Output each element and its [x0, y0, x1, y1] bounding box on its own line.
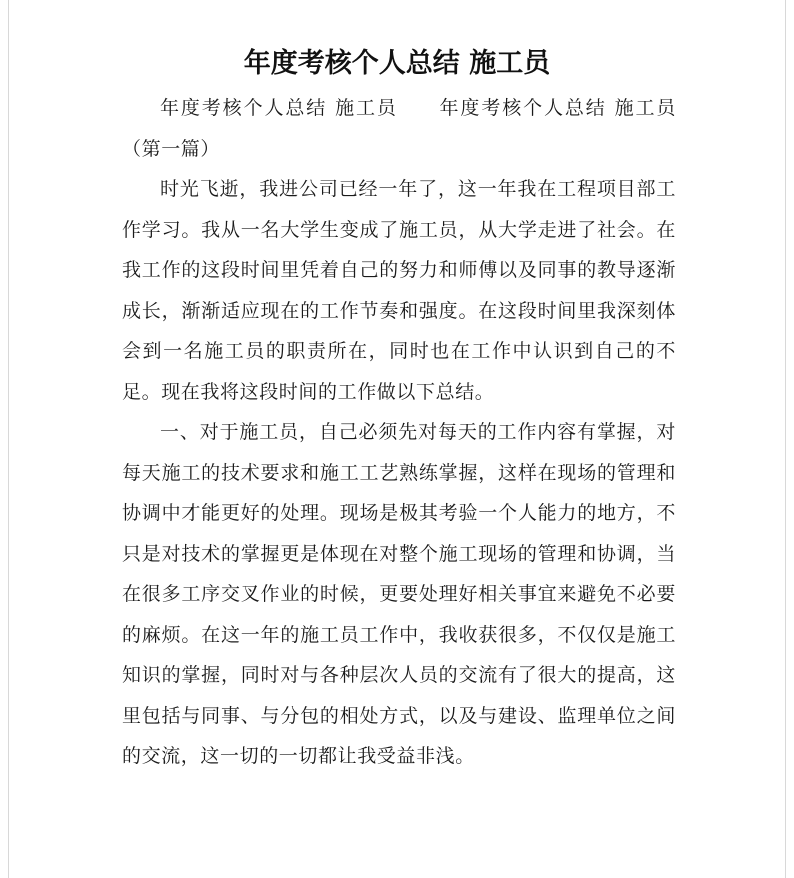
- page-border-left: [8, 0, 9, 878]
- intro-paragraph: 年度考核个人总结 施工员 年度考核个人总结 施工员 （第一篇）: [122, 97, 676, 160]
- paragraph-point-one: 一、对于施工员，自己必须先对每天的工作内容有掌握，对每天施工的技术要求和施工工艺熟练掌握，这样在现场的管理和协调中才能更好的处理。现场是极其考验一个人能力的地方，不只是对技术的掌握更是体现在对整个施工现场的管理和协调，当在很多工序交叉作业的时候，更要处理好相关事宜来避免不必要的麻烦。在这一年的施工员工作中，我收获很多，不仅仅是施工知识的掌握，同时对与各种层次人员的交流有了很大的提高，这里包括与同事、与分包的相处方式，以及与建设、监理单位之间的交流，这一切的一切都让我受益非浅。: [122, 421, 676, 767]
- paragraph-overview: 时光飞逝，我进公司已经一年了，这一年我在工程项目部工作学习。我从一名大学生变成了施工员，从大学走进了社会。在我工作的这段时间里凭着自己的努力和师傅以及同事的教导逐渐成长，渐渐适应现在的工作节奏和强度。在这段时间里我深刻体会到一名施工员的职责所在，同时也在工作中认识到自己的不足。现在我将这段时间的工作做以下总结。: [122, 178, 676, 403]
- document-title: 年度考核个人总结 施工员: [243, 48, 551, 79]
- page-border-right: [785, 0, 786, 878]
- document-body: [122, 88, 676, 777]
